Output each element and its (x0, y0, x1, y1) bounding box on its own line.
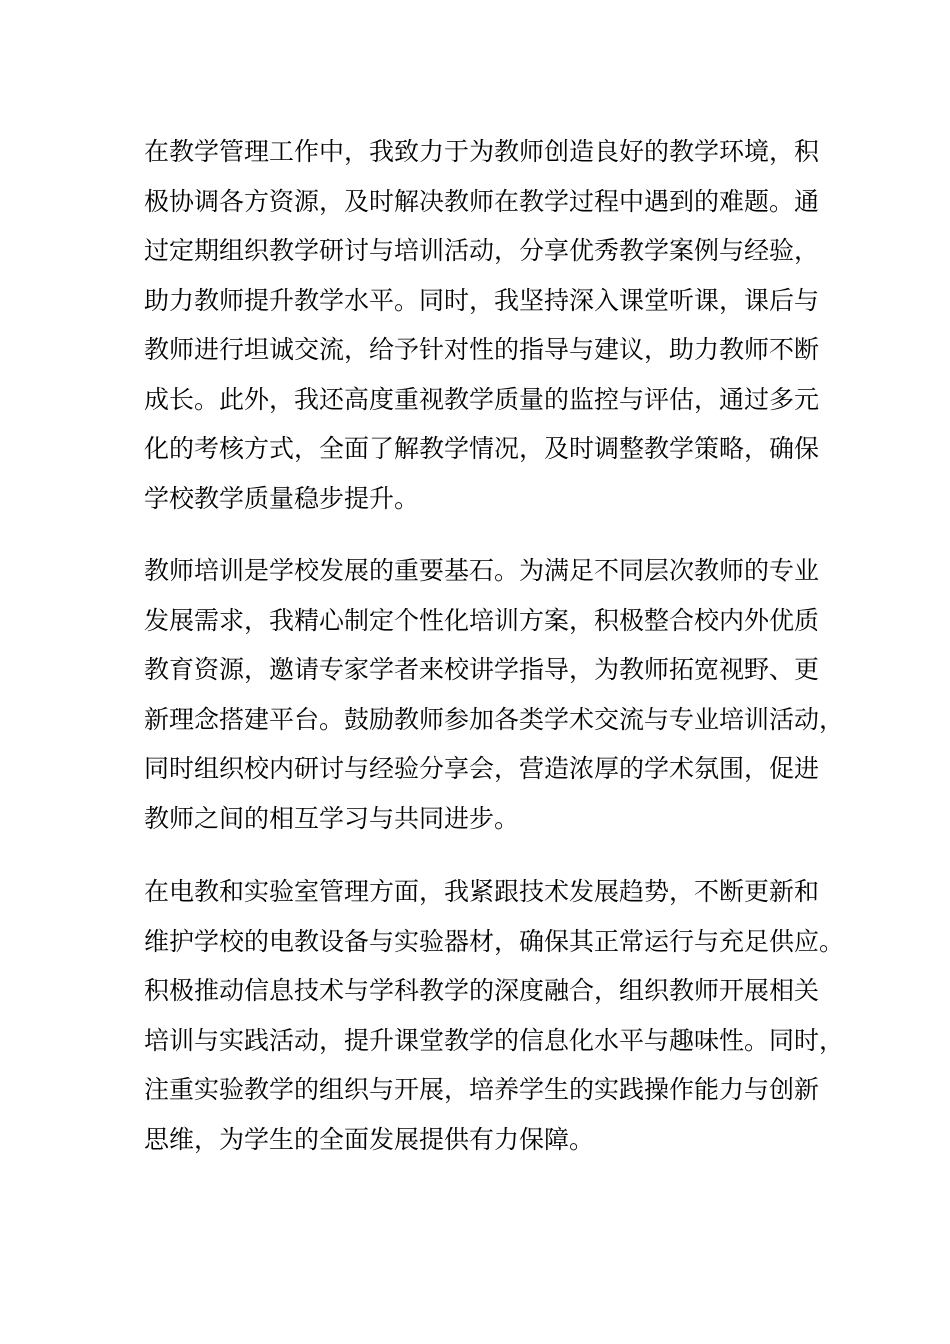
text-line: 同时组织校内研讨与经验分享会，营造浓厚的学术氛围，促进 (144, 754, 820, 783)
text-line: 积极推动信息技术与学科教学的深度融合，组织教师开展相关 (144, 976, 820, 1005)
text-line: 维护学校的电教设备与实验器材，确保其正常运行与充足供应。 (144, 926, 845, 956)
text-line: 学校教学质量稳步提升。 (144, 483, 420, 513)
text-line: 新理念搭建平台。鼓励教师参加各类学术交流与专业培训活动， (144, 704, 845, 734)
text-line: 化的考核方式，全面了解教学情况，及时调整教学策略，确保 (144, 434, 820, 463)
text-line: 过定期组织教学研讨与培训活动，分享优秀教学案例与经验， (144, 236, 820, 265)
text-line: 思维，为学生的全面发展提供有力保障。 (144, 1124, 595, 1154)
paragraph-teaching-management (144, 127, 819, 523)
text-line: 教师进行坦诚交流，给予针对性的指导与建议，助力教师不断 (144, 335, 820, 364)
text-line: 发展需求，我精心制定个性化培训方案，积极整合校内外优质 (144, 605, 820, 635)
paragraph-teacher-training (144, 546, 844, 843)
text-line: 极协调各方资源，及时解决教师在教学过程中遇到的难题。通 (144, 186, 820, 216)
text-line: 培训与实践活动，提升课堂教学的信息化水平与趣味性。同时， (144, 1025, 845, 1055)
text-line: 助力教师提升教学水平。同时，我坚持深入课堂听课，课后与 (144, 285, 820, 315)
text-line: 教师之间的相互学习与共同进步。 (144, 803, 520, 833)
text-line: 成长。此外，我还高度重视教学质量的监控与评估，通过多元 (144, 384, 820, 414)
text-line: 在电教和实验室管理方面，我紧跟技术发展趋势，不断更新和 (144, 877, 820, 906)
text-line: 在教学管理工作中，我致力于为教师创造良好的教学环境，积 (144, 137, 820, 166)
text-line: 教育资源，邀请专家学者来校讲学指导，为教师拓宽视野、更 (144, 655, 820, 684)
text-line: 教师培训是学校发展的重要基石。为满足不同层次教师的专业 (144, 556, 820, 585)
paragraph-lab-management (144, 867, 844, 1164)
text-line: 注重实验教学的组织与开展，培养学生的实践操作能力与创新 (144, 1075, 820, 1104)
